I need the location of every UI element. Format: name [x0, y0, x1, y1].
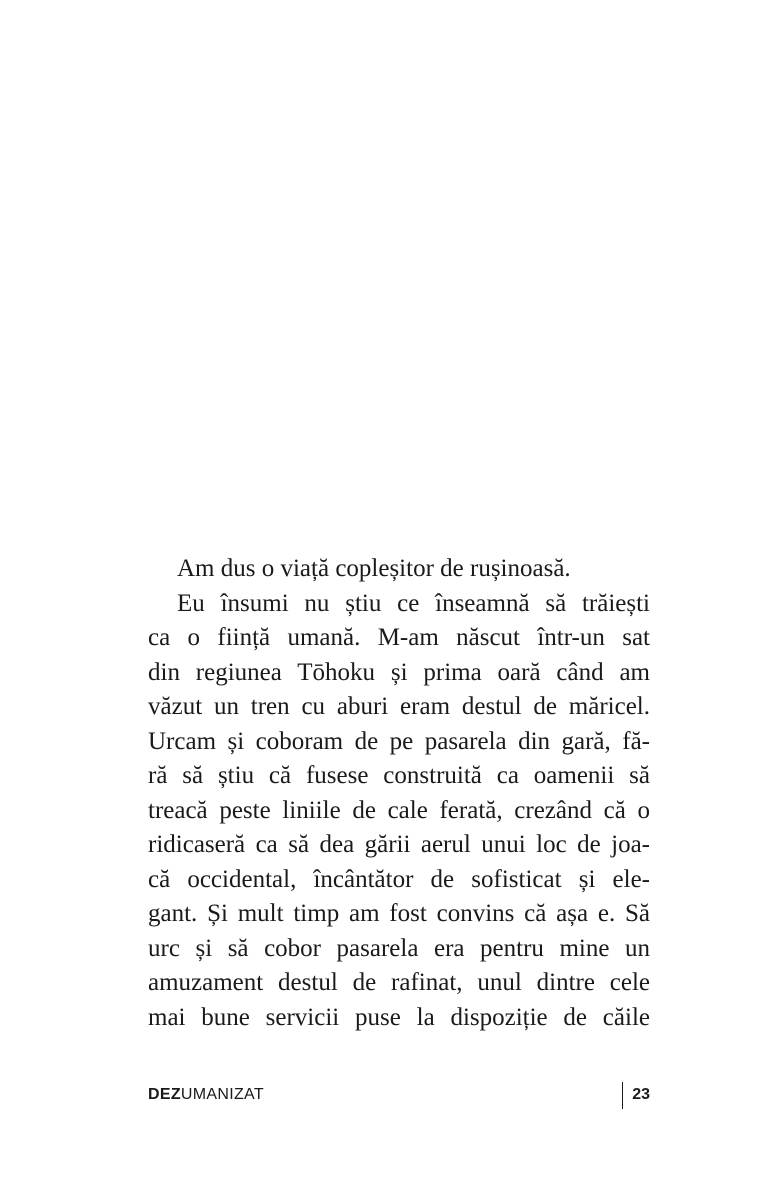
running-title: [148, 1086, 264, 1104]
text-line: ră să știu că fusese construită ca oamenii să: [148, 762, 650, 789]
text-line: Urcam și coboram de pe pasarela din gară, fă-: [148, 727, 650, 755]
text-line: treacă peste liniile de cale ferată, crezând că o: [148, 796, 650, 824]
text-line: ridicaseră ca să dea gării aerul unui loc de joa-: [148, 831, 650, 858]
text-line: Am dus o viață copleșitor de rușinoasă.: [177, 555, 571, 582]
footer-divider: [622, 1082, 623, 1109]
running-title-bold: DEZ: [148, 1086, 181, 1103]
running-title-rest: UMANIZAT: [180, 1086, 264, 1103]
text-line: mai bune servicii puse la dispoziție de căile: [148, 1003, 650, 1031]
text-line: ca o ființă umană. M-am născut într-un sat: [148, 624, 650, 651]
text-line: gant. Și mult timp am fost convins că așa e. Să: [148, 900, 650, 927]
page-footer: [148, 1082, 650, 1110]
text-line: urc și să cobor pasarela era pentru mine un: [148, 934, 650, 962]
text-line: din regiunea Tōhoku și prima oară când am: [148, 658, 650, 686]
body-text: [148, 552, 650, 1035]
page-number: 23: [632, 1086, 650, 1103]
text-line: Eu însumi nu știu ce înseamnă să trăiești: [177, 589, 650, 617]
text-line: că occidental, încântător de sofisticat și ele-: [148, 865, 650, 893]
text-line: amuzament destul de rafinat, unul dintre cele: [148, 969, 650, 996]
text-line: văzut un tren cu aburi eram destul de măricel.: [148, 693, 650, 720]
